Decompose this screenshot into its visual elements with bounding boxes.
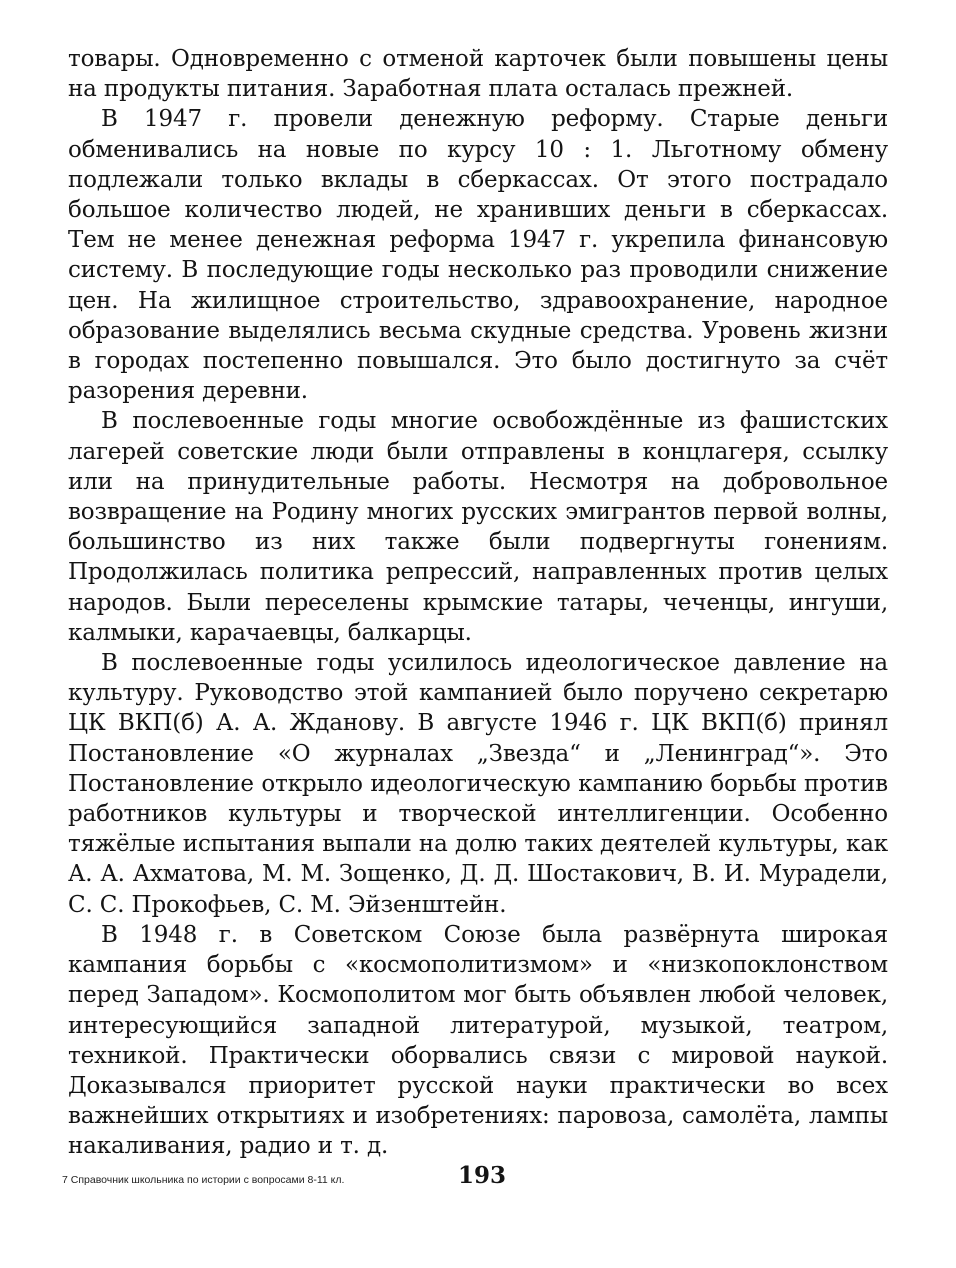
paragraph-monetary-reform: В 1947 г. провели денежную реформу. Старые деньги обменивались на новые по курсу 10 : 1. Льготному обмену подлежали только вклады в сберкассах. От этого пострадало большое количество людей, не хранивших деньги в сберкассах. Тем не менее денежная реформа 1947 г. укрепила финансовую систему. В последующие годы несколько раз проводили снижение цен. На жилищное строительство, здравоохранение, народное образование выделялись весьма скудные средства. Уровень жизни в городах постепенно повышался. Это было достигнуто за счёт разорения деревни. [68,106,888,405]
paragraph-cosmopolitanism: В 1948 г. в Советском Союзе была развёрнута широкая кампания борьбы с «космополитизмом» и «низкопоклонством перед Западом». Космополитом мог быть объявлен любой человек, интересующийся западной литературой, музыкой, театром, техникой. Практически оборвались связи с мировой наукой. Доказывался приоритет русской науки практически во всех важнейших открытиях и изобретениях: паровоза, самолёта, лампы накаливания, радио и т. д. [68,921,888,1160]
paragraph-ideology-culture: В послевоенные годы усилилось идеологическое давление на культуру. Руководство этой кампанией было поручено секретарю ЦК ВКП(б) А. А. Жданову. В августе 1946 г. ЦК ВКП(б) принял Постановление «О журналах „Звезда“ и „Ленинград“». Это Постановление открыло идеологическую кампанию борьбы против работников культуры и творческой интеллигенции. Особенно тяжёлые испытания выпали на долю таких деятелей культуры, как А. А. Ахматова, М. М. Зощенко, Д. Д. Шостакович, В. И. Мурадели, С. С. Прокофьев, С. М. Эйзенштейн. [68,650,888,918]
paragraph-repressions: В послевоенные годы многие освобождённые из фашистских лагерей советские люди были отправлены в концлагеря, ссылку или на принудительные работы. Несмотря на добровольное возвращение на Родину многих русских эмигрантов первой волны, большинство из них также были подвергнуты гонениям. Продолжилась политика репрессий, направленных против целых народов. Были переселены крымские татары, чеченцы, ингуши, калмыки, карачаевцы, балкарцы. [68,408,888,646]
footer-source-note: 7 Справочник школьника по истории с вопросами 8-11 кл. [62,1174,345,1186]
page-footer [62,1162,892,1192]
page-number: 193 [458,1162,507,1189]
paragraph-continuation: товары. Одновременно с отменой карточек были повышены цены на продукты питания. Заработная плата осталась прежней. [68,46,888,103]
page-body [68,44,888,1162]
